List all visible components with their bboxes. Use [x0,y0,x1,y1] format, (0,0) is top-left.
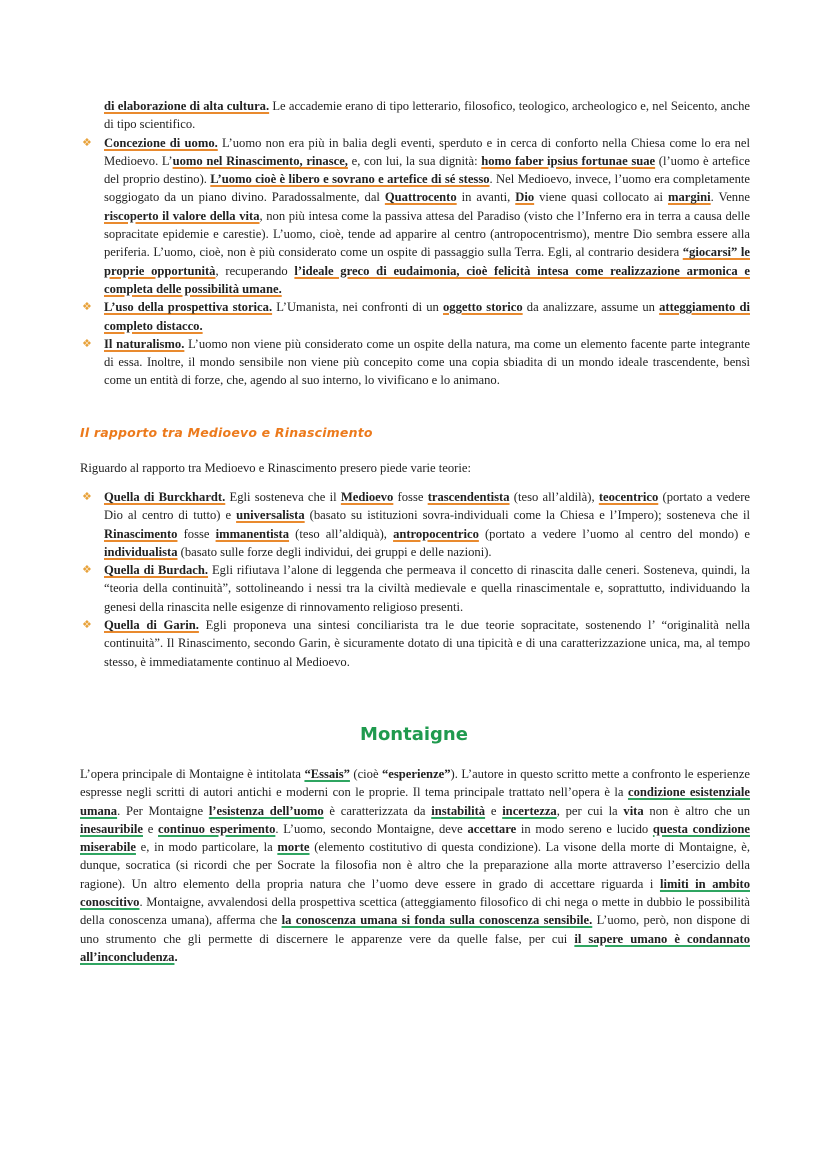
text: Egli proponeva una sintesi conciliarista tra le due teorie sopracitate, sostenendo l’ “originalità nella continuità”. Il Rinascimento, secondo Garin, è sicuramente dotato di una tipicità e di una caratterizzazione unica, ma, al tempo stesso, è immediatamente continuo al Medioevo. [104,618,750,669]
key-phrase: instabilità [431,803,486,818]
key-phrase: inesauribile [80,821,143,836]
text: Le accademie erano di tipo letterario, filosofico, teologico, archeologico e, nel Seicento, anche di tipo scientifico. [104,99,751,132]
text: (elemento costitutivo di questa condizione). La visone della morte di Montaigne, è, dunque, socratica (si ricordi che per Socrate la filosofia non è altro che la preparazione alla morte attraverso l’esercizio della ragione). Un altro elemento della propria natura che l’uomo deve essere in grado di accettare riguarda i [80,840,751,891]
key-phrase: l’ideale greco di eudaimonia, cioè felicità intesa come realizzazione armonica e completa delle possibilità umane. [104,263,750,296]
key-phrase: universalista [236,508,305,523]
text: viene quasi collocato ai [534,190,668,205]
text: (teso all’aldilà), [509,490,599,504]
text: in avanti, [456,190,516,205]
list-item [80,561,750,616]
key-phrase: Rinascimento [104,526,178,541]
key-phrase: atteggiamento di completo distacco. [104,300,750,333]
key-phrase: teocentrico [598,490,659,504]
key-phrase: antropocentrico [393,526,479,541]
list-item [80,335,750,390]
item-title: Concezione di uomo. [104,135,218,150]
key-phrase: la conoscenza umana si fonda sulla conoscenza sensibile. [281,913,593,928]
text: , recuperando [215,263,295,278]
list-item [80,488,750,561]
top-bullet-list [80,97,750,390]
text: (basato su istituzioni sovra-individuali come la Chiesa e l’Impero); sosteneva che il [304,508,750,523]
key-phrase: riscoperto il valore della vita [104,208,260,223]
bold-phrase: “esperienze” [382,767,451,781]
key-phrase: “giocarsi” le proprie opportunità [104,245,750,278]
text: è caratterizzata da [323,803,432,818]
key-phrase: uomo nel Rinascimento, rinasce, [172,153,348,168]
montaigne-paragraph [80,765,750,966]
diamond-dots-icon: ❖ [82,618,92,632]
item-title: Quella di Burckhardt. [104,490,226,504]
text: . Nel Medioevo, invece, l’uomo era completamente soggiogato da un piano divino. Paradossalmente, dal [104,172,750,205]
montaigne-heading: Montaigne [360,724,468,745]
text: (portato a vedere Dio al centro di tutto) e [104,490,750,523]
key-phrase: Medioevo [340,490,394,504]
text: Egli rifiutava l’alone di leggenda che permeava il concetto di rinascita dalle ceneri. Sosteneva, quindi, la “teoria della continuità”, sottolineando i nessi tra la civiltà medievale e quella rinascimentale e, soprattutto, individuando la genesi della rinascita nelle esigenze di rinnovamento religioso presenti. [104,563,750,614]
text: e, con lui, la sua dignità: [347,153,482,168]
text: in modo sereno e lucido [516,821,653,836]
item-title: Quella di Garin. [104,618,199,633]
diamond-dots-icon: ❖ [82,135,92,149]
text: L’Umanista, nei confronti di un [272,300,443,315]
text: (teso all’aldiquà), [289,526,394,541]
key-phrase: questa condizione miserabile [80,821,750,855]
text: da analizzare, assume un [522,300,660,315]
section-heading: Il rapporto tra Medioevo e Rinascimento [80,425,373,440]
key-phrase: condizione esistenziale umana [80,785,750,818]
text: . L’uomo, secondo Montaigne, deve [275,821,468,836]
diamond-dots-icon: ❖ [82,336,92,350]
text: L’uomo, però, non dispone di uno strumento che gli permette di discernere le apparenze vere da quelle false, per cui [80,913,750,946]
text: (l’uomo è artefice del proprio destino). [104,153,750,187]
key-phrase: l’esistenza dell’uomo [208,803,324,818]
diamond-dots-icon: ❖ [82,490,92,503]
text: ). L’autore in questo scritto mette a confronto le esperienze espresse negli scritti di autori antichi e moderni con le proprie. Il tema principale trattato nell’opera è la [80,767,750,800]
bold-phrase: vita [623,803,644,818]
key-phrase: individualista [104,544,178,559]
key-phrase: “Essais” [304,767,350,781]
underlined-text: di elaborazione di alta cultura. [104,99,270,113]
list-item [80,616,750,671]
key-phrase: margini [667,190,711,205]
key-phrase: trascendentista [427,490,510,504]
text: fosse [177,526,216,541]
text: (basato sulle forze degli individui, dei gruppi e delle nazioni). [177,544,492,559]
text: . Montaigne, avvalendosi della prospettiva scettica (atteggiamento filosofico di chi nega o mette in dubbio le possibilità della conoscenza umana), afferma che [80,895,750,928]
item-title: Quella di Burdach. [104,563,209,578]
text: . [174,949,178,964]
text: , per cui la [556,803,624,818]
theories-list [80,488,750,671]
key-phrase: morte [277,840,310,855]
text: L’uomo non viene più considerato come un ospite della natura, ma come un elemento facente parte integrante di essa. Inoltre, il mondo sensibile non viene più concepito come una copia sbiadita di un mondo ideale trascendente, bensì come un entità di forze, che, agendo al suo interno, lo vivificano e lo animano. [104,336,750,388]
text: L’opera principale di Montaigne è intitolata [80,767,305,781]
text: . Venne [710,190,750,205]
diamond-dots-icon: ❖ [82,563,92,577]
key-phrase: L’uomo cioè è libero e sovrano e artefice di sé stesso [210,172,490,187]
list-item [80,298,750,335]
text: Egli sosteneva che il [225,490,341,504]
key-phrase: il sapere umano è condannato all’inconcludenza [80,931,750,964]
item-title: Il naturalismo. [104,336,185,351]
text: non è altro che un [643,803,751,818]
list-item [80,97,750,134]
text: e [142,821,159,836]
text: e, in modo particolare, la [135,840,278,855]
text: (portato a vedere l’uomo al centro del mondo) e [478,526,750,541]
key-phrase: immanentista [215,526,290,541]
key-phrase: homo faber ipsius fortunae suae [481,153,656,168]
text: (cioè [349,767,382,781]
key-phrase: Quattrocento [384,190,457,205]
key-phrase: continuo esperimento [158,821,276,836]
list-item [80,134,750,299]
section-intro: Riguardo al rapporto tra Medioevo e Rinascimento presero piede varie teorie: [80,461,471,475]
key-phrase: Dio [515,190,535,205]
item-title: L’uso della prospettiva storica. [104,300,273,315]
text: . Per Montaigne [117,803,209,818]
diamond-dots-icon: ❖ [82,300,92,314]
text: fosse [393,490,428,504]
key-phrase: incertezza [502,803,557,818]
bold-phrase: accettare [467,821,517,836]
text: e [485,803,503,818]
key-phrase: limiti in ambito conoscitivo [80,876,750,910]
key-phrase: oggetto storico [443,300,523,315]
text: L’uomo non era più in balia degli eventi, sperduto e in cerca di conforto nella Chiesa come lo era nel Medioevo. L’ [104,135,751,168]
text: , non più intesa come la passiva attesa del Paradiso (visto che l’Inferno era in terra a causa delle sopracitate epidemie e carestie). L’uomo, cioè, tende ad apparire al centro (antropocentrismo), mentre Dio sembra essere alla periferia. L’uomo, cioè, non è più considerato come un ospite di passaggio sulla Terra. Egli, al contrario desidera [104,208,750,260]
